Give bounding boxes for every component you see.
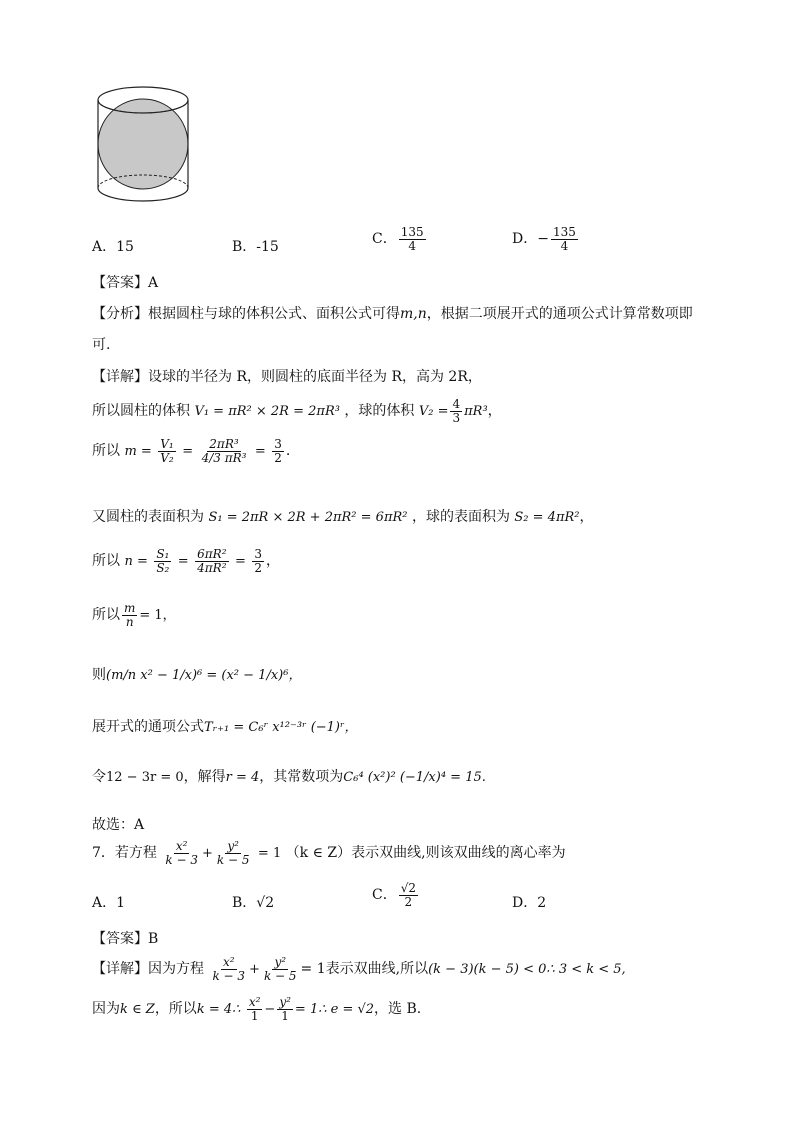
q6-n-lhs: n = bbox=[124, 554, 148, 570]
q7-frac2-den: k − 5 bbox=[216, 852, 250, 867]
q6-sphere-volume-rhs: πR³ bbox=[464, 404, 488, 420]
q6-cylinder-surface: S₁ = 2πR × 2R + 2πR² = 6πR² bbox=[208, 510, 408, 525]
q6-option-c-label: C． bbox=[372, 231, 397, 248]
q6-m-frac2 bbox=[200, 438, 249, 464]
q6-sphere-volume-den: 3 bbox=[452, 410, 461, 425]
q6-ling-mid2: ，其常数项为 bbox=[259, 769, 344, 785]
q6-m-lhs: m = bbox=[124, 444, 152, 460]
cylinder-bottom-front bbox=[98, 188, 188, 201]
q7-detail-mid: = 1表示双曲线,所以 bbox=[300, 961, 429, 978]
q6-term-formula: Tᵣ₊₁ = C₆ʳ x¹²⁻³ʳ (−1)ʳ， bbox=[204, 720, 358, 735]
q7-detail-line1 bbox=[92, 956, 626, 982]
q7-detail-frac1 bbox=[210, 956, 247, 982]
q6-option-c bbox=[372, 226, 428, 252]
q6-answer bbox=[92, 272, 158, 292]
q7-option-c-num: √2 bbox=[400, 881, 416, 895]
q7-option-d: D．2 bbox=[512, 895, 547, 911]
q6-n-frac2 bbox=[195, 548, 228, 574]
q6-m-prefix: 所以 bbox=[92, 443, 120, 460]
q6-ling-prefix: 令 bbox=[92, 769, 106, 785]
q7-frac1-den: k − 3 bbox=[165, 852, 198, 867]
q6-n-frac1-num: S₁ bbox=[156, 547, 170, 561]
q6-mn-prefix: 所以 bbox=[92, 607, 120, 624]
q6-ling-eq: 12 − 3r = 0 bbox=[106, 770, 184, 785]
q6-detail-text1: 设球的半径为 R，则圆柱的底面半径为 R，高为 2R， bbox=[148, 369, 482, 385]
q6-ling-const: C₆⁴ (x²)² (−1/x)⁴ = 15. bbox=[343, 770, 486, 785]
q6-m-frac2-den: 4/3 πR³ bbox=[201, 450, 247, 465]
q7-detail-frac2-num: y² bbox=[274, 955, 287, 969]
q6-volume-prefix: 所以圆柱的体积 bbox=[92, 403, 190, 420]
q7-stem bbox=[92, 840, 566, 866]
q6-sphere-surface: S₂ = 4πR² bbox=[514, 510, 580, 525]
q6-option-d-den: 4 bbox=[560, 238, 569, 253]
q6-answer-tag: 【答案】 bbox=[92, 275, 148, 291]
q6-answer-value: A bbox=[148, 275, 159, 291]
q6-n-frac1-den: S₂ bbox=[156, 560, 170, 575]
q6-m-frac3 bbox=[272, 438, 284, 464]
q7-detail-k4: k = 4∴ bbox=[196, 1002, 241, 1018]
q7-detail-ineq: (k − 3)(k − 5) < 0∴ 3 < k < 5, bbox=[428, 962, 626, 978]
q6-option-d-fraction bbox=[551, 226, 578, 252]
q6-option-c-fraction bbox=[399, 226, 426, 252]
q6-n-line bbox=[92, 548, 280, 574]
q6-surface-end: ， bbox=[579, 509, 594, 525]
q6-option-d-label: D． bbox=[512, 231, 538, 248]
q6-n-end: ， bbox=[265, 553, 280, 570]
q6-cylinder-volume: V₁ = πR² × 2R = 2πR³ bbox=[194, 404, 340, 420]
q6-m-frac2-num: 2πR³ bbox=[209, 437, 239, 451]
q6-mn-den: n bbox=[125, 614, 134, 629]
q6-analysis-text1b: ，根据二项展开式的通项公式计算常数项即 bbox=[426, 306, 693, 322]
q6-ling-mid: ，解得 bbox=[183, 769, 226, 785]
q7-detail-line2 bbox=[92, 996, 421, 1022]
q7-detail-prefix: 因为方程 bbox=[148, 961, 204, 978]
q7-detail-g1-num: x² bbox=[248, 995, 261, 1009]
q6-n-eq2: = bbox=[234, 554, 246, 570]
q6-option-a: A．15 bbox=[92, 239, 134, 255]
q6-volume-line bbox=[92, 398, 502, 424]
q6-n-frac1 bbox=[154, 548, 171, 574]
q7-option-a: A．1 bbox=[92, 895, 126, 911]
q7-detail-frac2-den: k − 5 bbox=[263, 968, 297, 983]
q7-detail-g1-den: 1 bbox=[250, 1008, 259, 1023]
q6-term-line bbox=[92, 716, 358, 736]
q7-detail-g2-den: 1 bbox=[281, 1008, 289, 1023]
q6-n-frac2-num: 6πR² bbox=[197, 547, 227, 561]
q7-detail-minus: − bbox=[264, 1002, 276, 1018]
q7-detail-g2-num: y² bbox=[279, 995, 291, 1009]
q6-option-b: B．-15 bbox=[232, 239, 279, 255]
q7-answer-value: B bbox=[148, 931, 159, 947]
q7-detail-end: ，选 B. bbox=[374, 1001, 422, 1018]
q6-analysis-text1: 根据圆柱与球的体积公式、面积公式可得 bbox=[148, 306, 400, 322]
q6-option-d-sign: − bbox=[537, 231, 549, 248]
q6-surface-mid: ，球的表面积为 bbox=[411, 509, 510, 525]
q6-n-frac2-den: 4πR² bbox=[197, 560, 227, 575]
q6-m-end: . bbox=[285, 443, 291, 460]
q6-option-c-num: 135 bbox=[400, 225, 424, 239]
q6-n-frac3-num: 3 bbox=[254, 547, 262, 561]
q6-option-d bbox=[512, 226, 580, 252]
q6-sphere-volume-lhs: V₂ = bbox=[418, 404, 449, 420]
q6-ze-prefix: 则 bbox=[92, 667, 106, 683]
q6-n-prefix: 所以 bbox=[92, 553, 120, 570]
q6-mn-num: m bbox=[124, 601, 136, 615]
q7-plus: + bbox=[201, 846, 213, 862]
q6-m-frac1 bbox=[158, 438, 175, 464]
q7-frac1-num: x² bbox=[175, 839, 188, 853]
q6-ze-line bbox=[92, 664, 301, 684]
q6-m-line bbox=[92, 438, 290, 464]
q6-analysis-line2: 可. bbox=[92, 337, 111, 353]
q6-m-eq2: = bbox=[254, 444, 266, 460]
q6-option-d-num: 135 bbox=[552, 225, 576, 239]
q7-detail-eq: = 1∴ e = √2 bbox=[294, 1002, 375, 1018]
q6-mn-frac bbox=[122, 602, 137, 628]
q7-option-b: B．√2 bbox=[232, 895, 275, 911]
q6-m-frac1-num: V₁ bbox=[160, 437, 174, 451]
q7-option-c-den: 2 bbox=[404, 894, 413, 909]
q7-detail-g2 bbox=[277, 996, 293, 1022]
q6-mn-line bbox=[92, 602, 176, 628]
q6-ze-expr: (m/n x² − 1/x)⁶ = (x² − 1/x)⁶， bbox=[106, 668, 302, 683]
q6-n-frac3-den: 2 bbox=[254, 560, 262, 575]
q6-analysis-tag: 【分析】 bbox=[92, 306, 148, 322]
q6-analysis-vars: m,n bbox=[400, 306, 427, 322]
q7-answer bbox=[92, 928, 158, 948]
q6-term-prefix: 展开式的通项公式 bbox=[92, 719, 204, 735]
q7-option-c-fraction bbox=[399, 882, 418, 908]
q6-option-c-den: 4 bbox=[408, 238, 416, 253]
q7-detail-line2-mid: ，所以 bbox=[154, 1001, 197, 1018]
q6-ling-r: r = 4 bbox=[225, 770, 260, 785]
q7-detail-tag: 【详解】 bbox=[92, 961, 148, 978]
q6-m-frac1-den: V₂ bbox=[160, 450, 174, 465]
q7-detail-g1 bbox=[247, 996, 263, 1022]
q6-sphere-volume-frac bbox=[450, 398, 462, 424]
q7-condition: （k ∈ Z）表示双曲线,则该双曲线的离心率为 bbox=[285, 845, 566, 862]
q6-volume-end: ， bbox=[487, 403, 502, 420]
q6-n-frac3 bbox=[252, 548, 264, 574]
q6-ling-line bbox=[92, 766, 486, 786]
q6-m-frac3-num: 3 bbox=[274, 437, 282, 451]
q7-detail-frac1-den: k − 3 bbox=[212, 968, 246, 983]
q7-detail-kz: k ∈ Z bbox=[120, 1002, 155, 1018]
q7-frac2 bbox=[215, 840, 252, 866]
q7-answer-tag: 【答案】 bbox=[92, 931, 148, 947]
q6-analysis-line1 bbox=[92, 303, 693, 323]
q7-frac1 bbox=[163, 840, 200, 866]
q7-detail-line2-prefix: 因为 bbox=[92, 1001, 120, 1018]
q6-detail-tag: 【详解】 bbox=[92, 369, 148, 385]
q6-surface-prefix: 又圆柱的表面积为 bbox=[92, 509, 204, 525]
q7-frac2-num: y² bbox=[227, 839, 239, 853]
q6-surface-line bbox=[92, 506, 594, 526]
q6-final: 故选：A bbox=[92, 817, 145, 833]
q7-detail-frac2 bbox=[262, 956, 299, 982]
q6-detail-line1 bbox=[92, 366, 482, 386]
q6-sphere-volume-num: 4 bbox=[452, 397, 461, 411]
q6-m-eq1: = bbox=[182, 444, 194, 460]
cylinder-sphere-figure bbox=[92, 84, 194, 218]
q7-rhs: = 1 bbox=[257, 846, 282, 862]
q6-mn-rhs: = 1， bbox=[139, 608, 176, 624]
q7-option-c bbox=[372, 882, 420, 908]
q7-option-c-label: C． bbox=[372, 887, 397, 904]
q6-m-frac3-den: 2 bbox=[274, 450, 282, 465]
q7-stem-prefix: 7．若方程 bbox=[92, 845, 157, 862]
q6-n-eq1: = bbox=[177, 554, 189, 570]
q7-detail-frac1-num: x² bbox=[222, 955, 235, 969]
q6-volume-mid: ，球的体积 bbox=[344, 403, 415, 420]
q7-detail-plus: + bbox=[249, 962, 260, 978]
